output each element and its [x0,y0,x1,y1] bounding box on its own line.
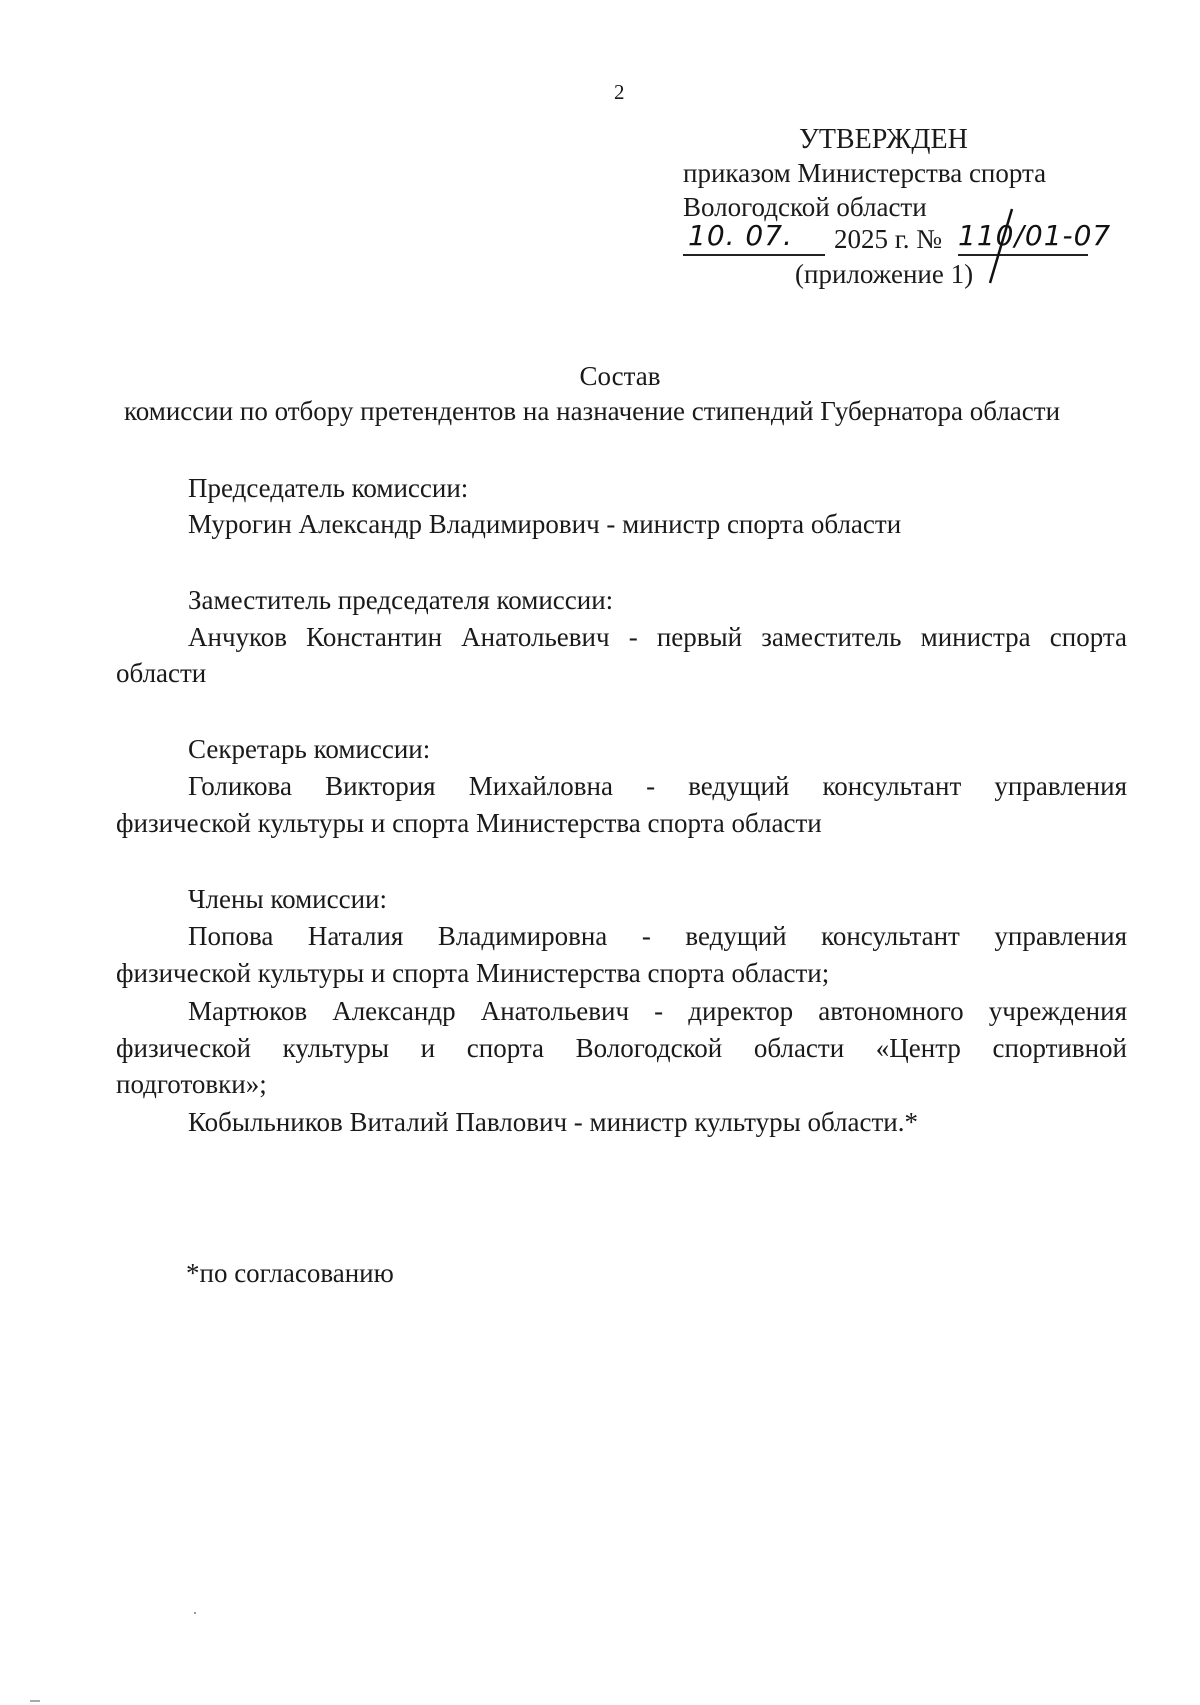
member-2-line2 [116,1030,1127,1066]
secretary-person-line1 [188,768,1127,804]
scan-speck-corner [30,1700,40,1702]
scan-speck [194,1612,196,1614]
member-1-text: Попова Наталия Владимировна - ведущий консультант управления [188,921,1127,951]
members-label: Члены комиссии: [188,884,387,914]
member-1-line2: физической культуры и спорта Министерства спорта области; [116,958,830,988]
member-1-line1 [188,918,1127,954]
member-2-line3: подготовки»; [116,1069,267,1099]
approval-date-handwritten: 10. 07. [688,219,793,252]
approval-region-line: Вологодской области [683,192,927,222]
chair-person: Мурогин Александр Владимирович - министр спорта области [188,509,902,539]
member-3: Кобыльников Виталий Павлович - министр культуры области.* [188,1107,918,1137]
chair-label: Председатель комиссии: [188,473,469,503]
footnote: *по согласованию [186,1258,394,1288]
secretary-person-text: Голикова Виктория Михайловна - ведущий консультант управления [188,771,1127,801]
approval-order-line: приказом Министерства спорта [683,158,1047,188]
member-2-line1 [188,993,1127,1029]
deputy-label: Заместитель председателя комиссии: [188,585,614,615]
approval-title: УТВЕРЖДЕН [799,124,968,155]
document-subtitle: комиссии по отбору претендентов на назначение стипендий Губернатора области [124,396,1061,426]
deputy-person-text: Анчуков Константин Анатольевич - первый заместитель министра спорта [188,622,1127,652]
document-title: Состав [579,361,661,391]
deputy-person-line1 [188,619,1127,655]
secretary-label: Секретарь комиссии: [188,734,431,764]
member-2-text-cont: физической культуры и спорта Вологодской области «Центр спортивной [116,1033,1127,1063]
deputy-person-line2: области [116,658,207,688]
secretary-person-line2: физической культуры и спорта Министерства спорта области [116,808,822,838]
approval-number-handwritten: 110/01-07 [958,219,1112,252]
number-underline [958,254,1088,256]
member-2-text: Мартюков Александр Анатольевич - директор автономного учреждения [188,996,1127,1026]
page-number: 2 [614,80,625,104]
signature-slash-mark [982,205,1022,285]
approval-year: 2025 г. № [834,224,943,254]
approval-attachment: (приложение 1) [795,259,974,289]
